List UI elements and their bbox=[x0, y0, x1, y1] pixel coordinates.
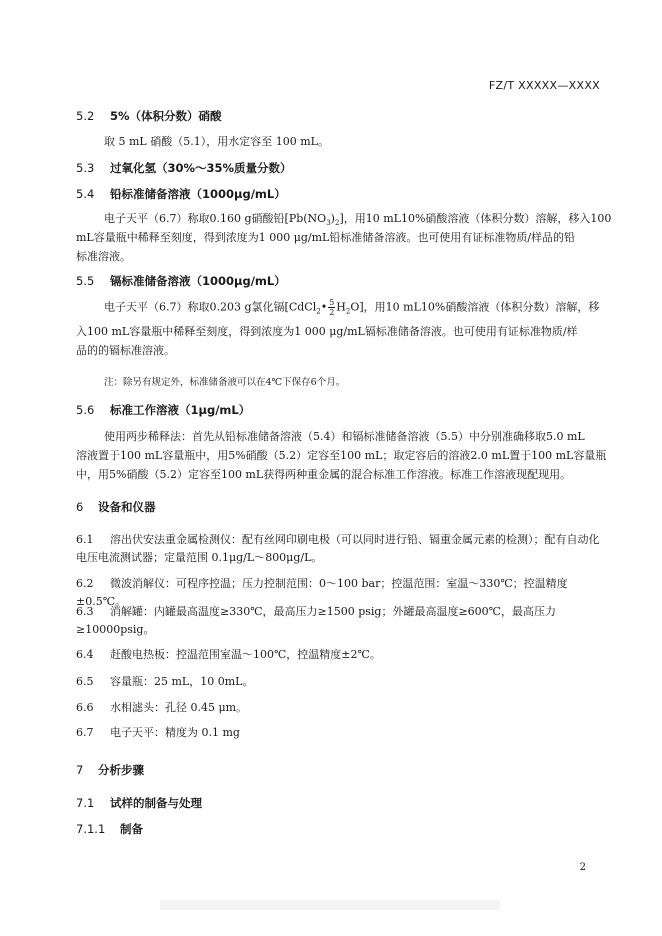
equipment-item-6-7 bbox=[76, 724, 604, 742]
item-number: 6.6 bbox=[76, 701, 94, 714]
fraction-denominator: 2 bbox=[329, 308, 335, 317]
equipment-item-6-1 bbox=[76, 531, 604, 567]
section-5-6-line-3: 中，用5%硝酸（5.2）定容至100 mL获得两种重金属的混合标准工作溶液。标准工作溶液现配现用。 bbox=[76, 468, 572, 481]
subscript: 2 bbox=[345, 307, 351, 316]
section-7-heading bbox=[76, 762, 144, 778]
section-5-6-line-2: 溶液置于100 mL容量瓶中，用5%硝酸（5.2）定容至100 mL；取定容后的溶液2.0 mL置于100 mL容量瓶 bbox=[76, 449, 607, 462]
section-5-2-body: 取 5 mL 硝酸（5.1），用水定容至 100 mL。 bbox=[104, 135, 329, 148]
fraction-numerator: 5 bbox=[329, 298, 335, 307]
section-number: 5.2 bbox=[76, 109, 95, 123]
text-fragment: ]，用10 mL10%硝酸溶液（体积分数）溶解，移入100 bbox=[339, 212, 612, 225]
section-5-6-line-1: 使用两步稀释法：首先从铅标准储备溶液（5.4）和镉标准储备溶液（5.5）中分别准确移取5.0 mL bbox=[104, 430, 585, 443]
document-code: FZ/T XXXXX—XXXX bbox=[488, 79, 600, 92]
text-fragment: ) bbox=[330, 212, 335, 225]
item-number: 6.3 bbox=[76, 605, 94, 618]
equipment-item-6-4 bbox=[76, 646, 604, 664]
section-number: 5.5 bbox=[76, 274, 95, 288]
item-number: 6.4 bbox=[76, 648, 94, 661]
note-text: 注：除另有规定外，标准储备液可以在4℃下保存6个月。 bbox=[104, 377, 346, 388]
text-fragment: H bbox=[336, 300, 346, 314]
subscript: 3 bbox=[326, 219, 331, 228]
section-title: 铅标准储备溶液（1000μg/mL） bbox=[110, 187, 286, 201]
item-number: 6.2 bbox=[76, 577, 94, 590]
section-title: 设备和仪器 bbox=[98, 500, 156, 514]
section-number: 6 bbox=[76, 500, 84, 514]
section-number: 5.3 bbox=[76, 161, 95, 175]
section-5-4-heading bbox=[76, 186, 286, 202]
item-number: 6.7 bbox=[76, 726, 94, 739]
text-fragment: 电子天平（6.7）称取0.203 g氯化镉[CdCl bbox=[104, 300, 317, 314]
section-5-5-line-2: 入100 mL容量瓶中稀释至刻度，得到浓度为1 000 μg/mL镉标准储备溶液。也可使用有证标准物质/样 bbox=[76, 325, 578, 338]
item-text: 电子天平：精度为 0.1 mg bbox=[110, 726, 240, 739]
section-title: 过氧化氢（30%～35%质量分数） bbox=[110, 161, 292, 175]
page-number: 2 bbox=[579, 862, 586, 873]
equipment-item-6-3 bbox=[76, 603, 604, 639]
section-number: 5.6 bbox=[76, 403, 95, 417]
subscript: 2 bbox=[334, 219, 340, 228]
section-number: 7 bbox=[76, 763, 84, 777]
item-text: 微波消解仪：可程序控温；压力控制范围：0～100 bar；控温范围：室温～330℃；控温精度±0.5℃。 bbox=[76, 577, 568, 608]
watermark-band bbox=[160, 900, 500, 914]
section-5-6-heading bbox=[76, 402, 250, 418]
section-number: 7.1.1 bbox=[76, 822, 106, 836]
section-title: 试样的制备与处理 bbox=[110, 796, 202, 810]
item-text: 赶酸电热板：控温范围室温～100℃，控温精度±2℃。 bbox=[110, 648, 381, 661]
item-text: 消解罐：内罐最高温度≥330℃，最高压力≥1500 psig；外罐最高温度≥600℃，最高压力≥10000psig。 bbox=[76, 605, 556, 636]
section-number: 5.4 bbox=[76, 187, 95, 201]
text-fragment: O]，用10 mL10%硝酸溶液（体积分数）溶解，移 bbox=[350, 300, 600, 314]
section-5-5-line-3: 品的的镉标准溶液。 bbox=[76, 344, 175, 357]
section-number: 7.1 bbox=[76, 796, 95, 810]
subscript: 2 bbox=[316, 307, 321, 316]
section-5-2-heading bbox=[76, 108, 222, 124]
section-title: 分析步骤 bbox=[98, 763, 144, 777]
item-number: 6.1 bbox=[76, 533, 94, 546]
fraction bbox=[328, 298, 335, 317]
section-5-3-heading bbox=[76, 160, 292, 176]
equipment-item-6-6 bbox=[76, 699, 604, 717]
item-number: 6.5 bbox=[76, 675, 94, 688]
section-7-1-heading bbox=[76, 795, 202, 811]
equipment-item-6-5 bbox=[76, 673, 604, 691]
section-5-4-line-3: 标准溶液。 bbox=[76, 250, 131, 263]
section-5-4-line-2: mL容量瓶中稀释至刻度，得到浓度为1 000 μg/mL铅标准储备溶液。也可使用有证标准物质/样品的铅 bbox=[76, 231, 576, 244]
item-text: 水相滤头：孔径 0.45 μm。 bbox=[110, 701, 248, 714]
item-text: 溶出伏安法重金属检测仪：配有丝网印刷电极（可以同时进行铅、镉重金属元素的检测）；配有自动化电压电流测试器；定量范围 0.1μg/L～800μg/L。 bbox=[76, 533, 600, 564]
section-title: 镉标准储备溶液（1000μg/mL） bbox=[110, 274, 286, 288]
section-5-5-heading bbox=[76, 273, 286, 289]
text-fragment: • bbox=[320, 300, 328, 314]
section-title: 制备 bbox=[120, 822, 143, 836]
section-title: 5%（体积分数）硝酸 bbox=[110, 109, 222, 123]
text-fragment: 电子天平（6.7）称取0.160 g硝酸铅[Pb(NO bbox=[104, 212, 327, 225]
section-5-5-line-1 bbox=[104, 298, 599, 321]
section-7-1-1-heading bbox=[76, 821, 143, 837]
section-6-heading bbox=[76, 499, 156, 515]
section-title: 标准工作溶液（1μg/mL） bbox=[110, 403, 251, 417]
item-text: 容量瓶：25 mL，10 0mL。 bbox=[110, 675, 254, 688]
